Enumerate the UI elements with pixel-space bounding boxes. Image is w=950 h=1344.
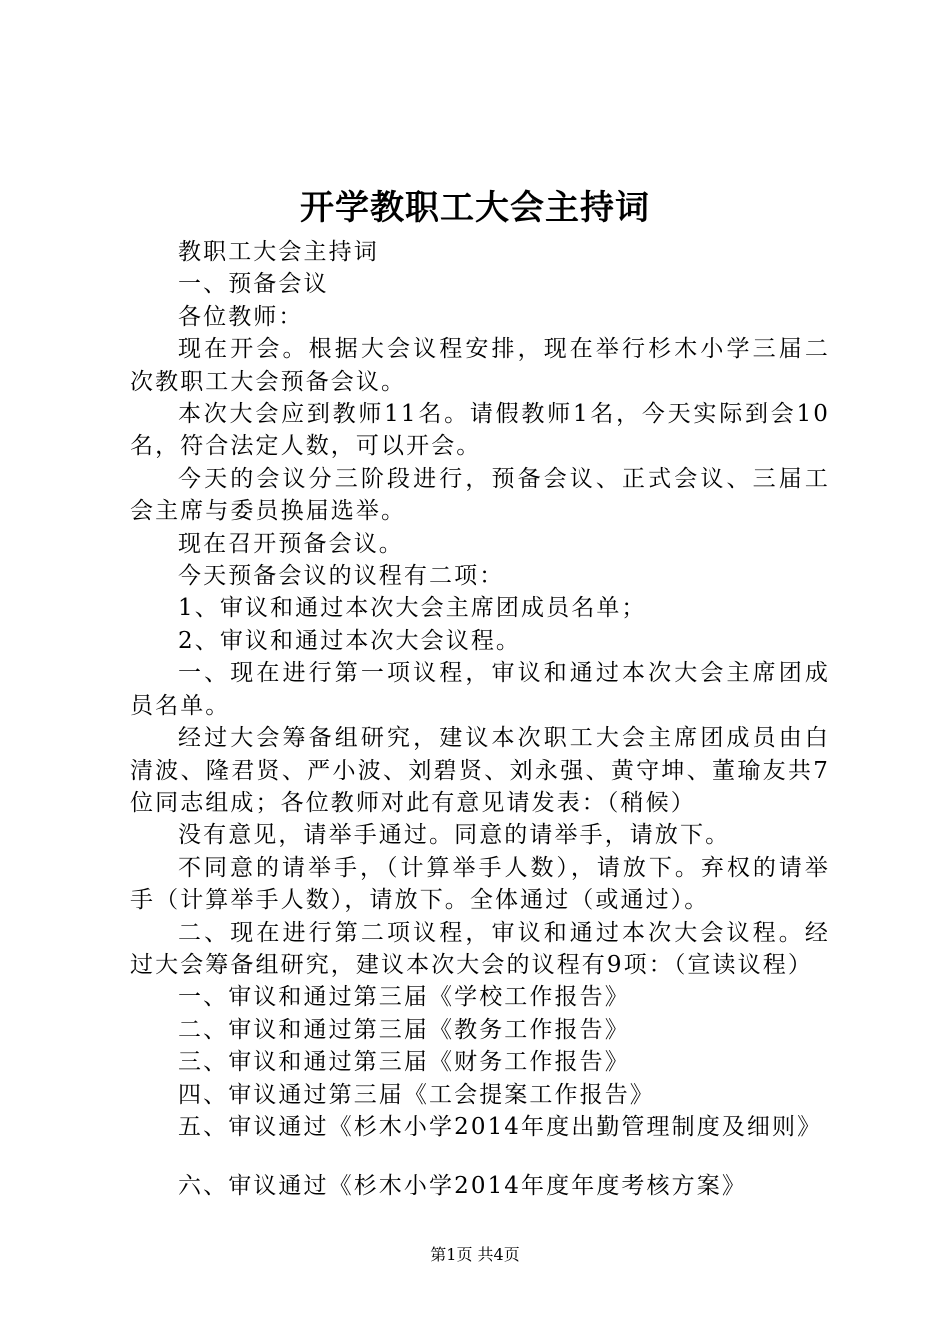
paragraph: 各位教师： bbox=[178, 303, 304, 330]
paragraph: 经过大会筹备组研究，建议本次职工大会主席团成员由白清波、隆君贤、严小波、刘碧贤、刘永强、黄守坤、董瑜友共7位同志组成；各位教师对此有意见请发表：（稍候） bbox=[130, 725, 830, 816]
paragraph: 没有意见，请举手通过。同意的请举手，请放下。 bbox=[178, 822, 731, 849]
paragraph: 一、预备会议 bbox=[178, 271, 329, 298]
agenda-item: 三、审议和通过第三届《财务工作报告》 bbox=[178, 1049, 630, 1076]
document-body bbox=[130, 236, 830, 1203]
paragraph: 教职工大会主持词 bbox=[178, 239, 379, 265]
document-title: 开学教职工大会主持词 bbox=[300, 188, 650, 228]
paragraph: 2、审议和通过本次大会议程。 bbox=[178, 627, 522, 654]
paragraph: 本次大会应到教师11名。请假教师1名，今天实际到会10名，符合法定人数，可以开会。 bbox=[130, 401, 830, 460]
paragraph: 1、审议和通过本次大会主席团成员名单； bbox=[178, 595, 647, 622]
paragraph: 现在开会。根据大会议程安排，现在举行杉木小学三届二次教职工大会预备会议。 bbox=[130, 336, 830, 395]
paragraph: 不同意的请举手，（计算举手人数），请放下。弃权的请举手（计算举手人数），请放下。全体通过（或通过）。 bbox=[130, 854, 830, 914]
agenda-item: 六、审议通过《杉木小学2014年度年度考核方案》 bbox=[178, 1173, 747, 1200]
agenda-item: 五、审议通过《杉木小学2014年度出勤管理制度及细则》 bbox=[178, 1113, 823, 1140]
paragraph: 二、现在进行第二项议程，审议和通过本次大会议程。经过大会筹备组研究，建议本次大会的议程有9项：（宣读议程） bbox=[130, 919, 830, 978]
page-footer: 第1页 共4页 bbox=[430, 1245, 520, 1264]
agenda-item: 一、审议和通过第三届《学校工作报告》 bbox=[178, 984, 630, 1011]
agenda-item: 二、审议和通过第三届《教务工作报告》 bbox=[178, 1016, 630, 1043]
paragraph: 今天的会议分三阶段进行，预备会议、正式会议、三届工会主席与委员换届选举。 bbox=[130, 465, 830, 525]
paragraph: 今天预备会议的议程有二项： bbox=[178, 563, 505, 590]
paragraph: 一、现在进行第一项议程，审议和通过本次大会主席团成员名单。 bbox=[130, 660, 830, 719]
paragraph: 现在召开预备会议。 bbox=[178, 530, 404, 557]
agenda-item: 四、审议通过第三届《工会提案工作报告》 bbox=[178, 1081, 655, 1108]
